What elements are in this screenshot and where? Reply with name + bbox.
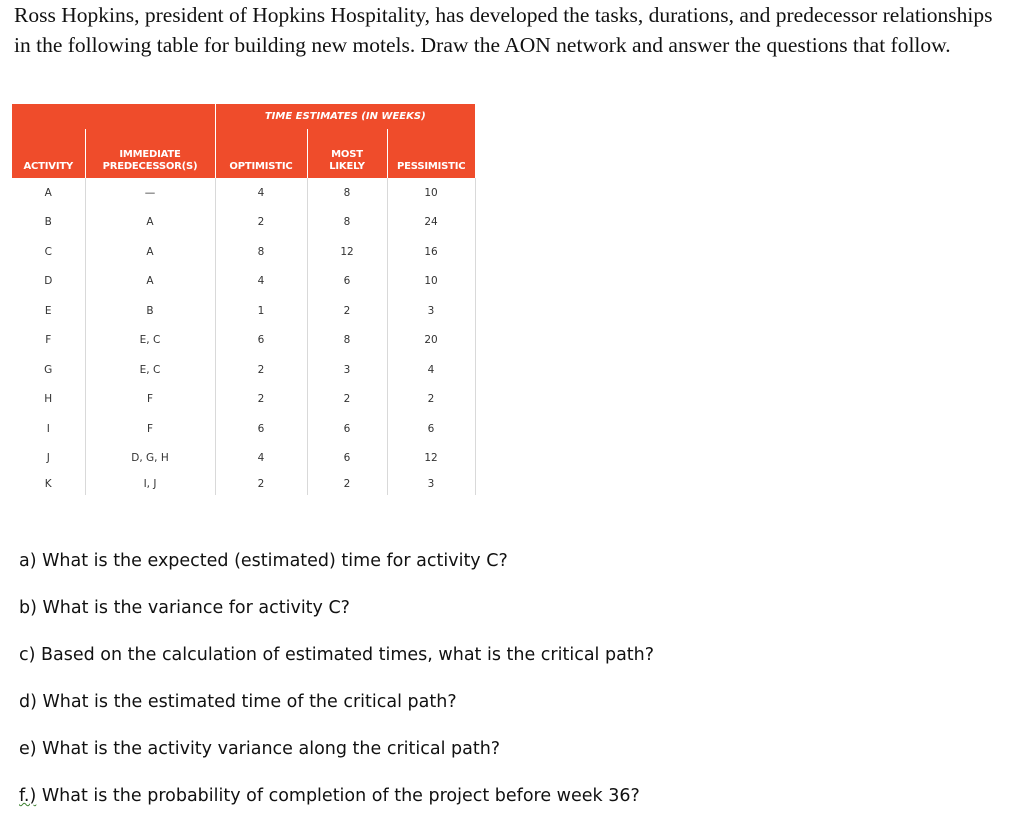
table-row [12, 267, 475, 297]
pessimistic-cell: 10 [387, 267, 475, 297]
predecessor-cell: B [85, 296, 215, 326]
activity-cell: H [44, 393, 53, 406]
optimistic-cell: 6 [215, 414, 307, 444]
most-likely-cell: 12 [307, 237, 387, 267]
optimistic-cell: 4 [215, 267, 307, 297]
table-row [12, 208, 475, 238]
optimistic-cell: 8 [215, 237, 307, 267]
pessimistic-cell: 16 [387, 237, 475, 267]
most-likely-cell: 2 [307, 385, 387, 415]
table-row [12, 473, 475, 495]
pessimistic-cell: 10 [387, 178, 475, 208]
question-f [19, 781, 1009, 828]
predecessor-cell: I, J [85, 473, 215, 495]
col-header-pessimistic: PESSIMISTIC [387, 129, 475, 178]
most-likely-cell: 6 [307, 267, 387, 297]
optimistic-cell: 1 [215, 296, 307, 326]
question-d: d) What is the estimated time of the critical path? [19, 692, 457, 712]
table-row [12, 237, 475, 267]
predecessor-cell: — [85, 178, 215, 208]
optimistic-cell: 4 [215, 444, 307, 474]
predecessor-cell: D, G, H [85, 444, 215, 474]
optimistic-cell: 4 [215, 178, 307, 208]
pessimistic-cell: 20 [387, 326, 475, 356]
most-likely-cell: 8 [307, 326, 387, 356]
activity-cell: C [44, 245, 52, 258]
pessimistic-cell: 2 [387, 385, 475, 415]
table-row [12, 296, 475, 326]
table-row [12, 414, 475, 444]
most-likely-cell: 6 [307, 444, 387, 474]
col-header-predecessors: IMMEDIATE PREDECESSOR(S) [85, 129, 215, 178]
col-header-activity: ACTIVITY [12, 129, 85, 178]
table-header-row [12, 129, 475, 178]
table-row [12, 385, 475, 415]
activity-table-container [12, 104, 475, 495]
table-row [12, 178, 475, 208]
optimistic-cell: 2 [215, 473, 307, 495]
table-row [12, 355, 475, 385]
activity-cell: G [44, 363, 53, 376]
optimistic-cell: 2 [215, 385, 307, 415]
pessimistic-cell: 24 [387, 208, 475, 238]
pessimistic-cell: 4 [387, 355, 475, 385]
pessimistic-cell: 3 [387, 473, 475, 495]
predecessor-cell: E, C [85, 326, 215, 356]
most-likely-cell: 6 [307, 414, 387, 444]
predecessor-cell: A [85, 208, 215, 238]
question-f-label: f.) [19, 786, 37, 806]
question-f-text: What is the probability of completion of the project before week 36? [36, 786, 640, 806]
activity-table [12, 104, 476, 495]
questions-list [19, 546, 1009, 828]
pessimistic-cell: 3 [387, 296, 475, 326]
predecessor-cell: E, C [85, 355, 215, 385]
activity-cell: J [46, 452, 50, 465]
question-a: a) What is the expected (estimated) time for activity C? [19, 551, 508, 571]
time-estimates-header: TIME ESTIMATES (IN WEEKS) [215, 104, 475, 129]
activity-cell: D [44, 275, 53, 288]
table-row [12, 326, 475, 356]
most-likely-cell: 8 [307, 178, 387, 208]
col-header-optimistic: OPTIMISTIC [215, 129, 307, 178]
most-likely-cell: 2 [307, 473, 387, 495]
question-b: b) What is the variance for activity C? [19, 598, 350, 618]
activity-cell: E [44, 304, 52, 317]
pessimistic-cell: 12 [387, 444, 475, 474]
predecessor-cell: A [85, 237, 215, 267]
most-likely-cell: 3 [307, 355, 387, 385]
activity-cell: A [44, 186, 52, 199]
activity-cell: B [44, 216, 52, 229]
predecessor-cell: A [85, 267, 215, 297]
pessimistic-cell: 6 [387, 414, 475, 444]
problem-statement: Ross Hopkins, president of Hopkins Hospitality, has developed the tasks, durations, and predecessor relationships in the following table for building new motels. Draw the AON network and answer the questions that follow. [14, 3, 993, 57]
table-row [12, 444, 475, 474]
table-super-header-row [12, 104, 475, 129]
col-header-most-likely: MOST LIKELY [307, 129, 387, 178]
question-c: c) Based on the calculation of estimated times, what is the critical path? [19, 645, 655, 665]
predecessor-cell: F [85, 414, 215, 444]
optimistic-cell: 6 [215, 326, 307, 356]
activity-cell: K [44, 478, 52, 490]
predecessor-cell: F [85, 385, 215, 415]
optimistic-cell: 2 [215, 355, 307, 385]
question-e: e) What is the activity variance along the critical path? [19, 739, 501, 759]
activity-cell: I [46, 422, 50, 435]
activity-cell: F [45, 334, 52, 347]
most-likely-cell: 2 [307, 296, 387, 326]
optimistic-cell: 2 [215, 208, 307, 238]
most-likely-cell: 8 [307, 208, 387, 238]
